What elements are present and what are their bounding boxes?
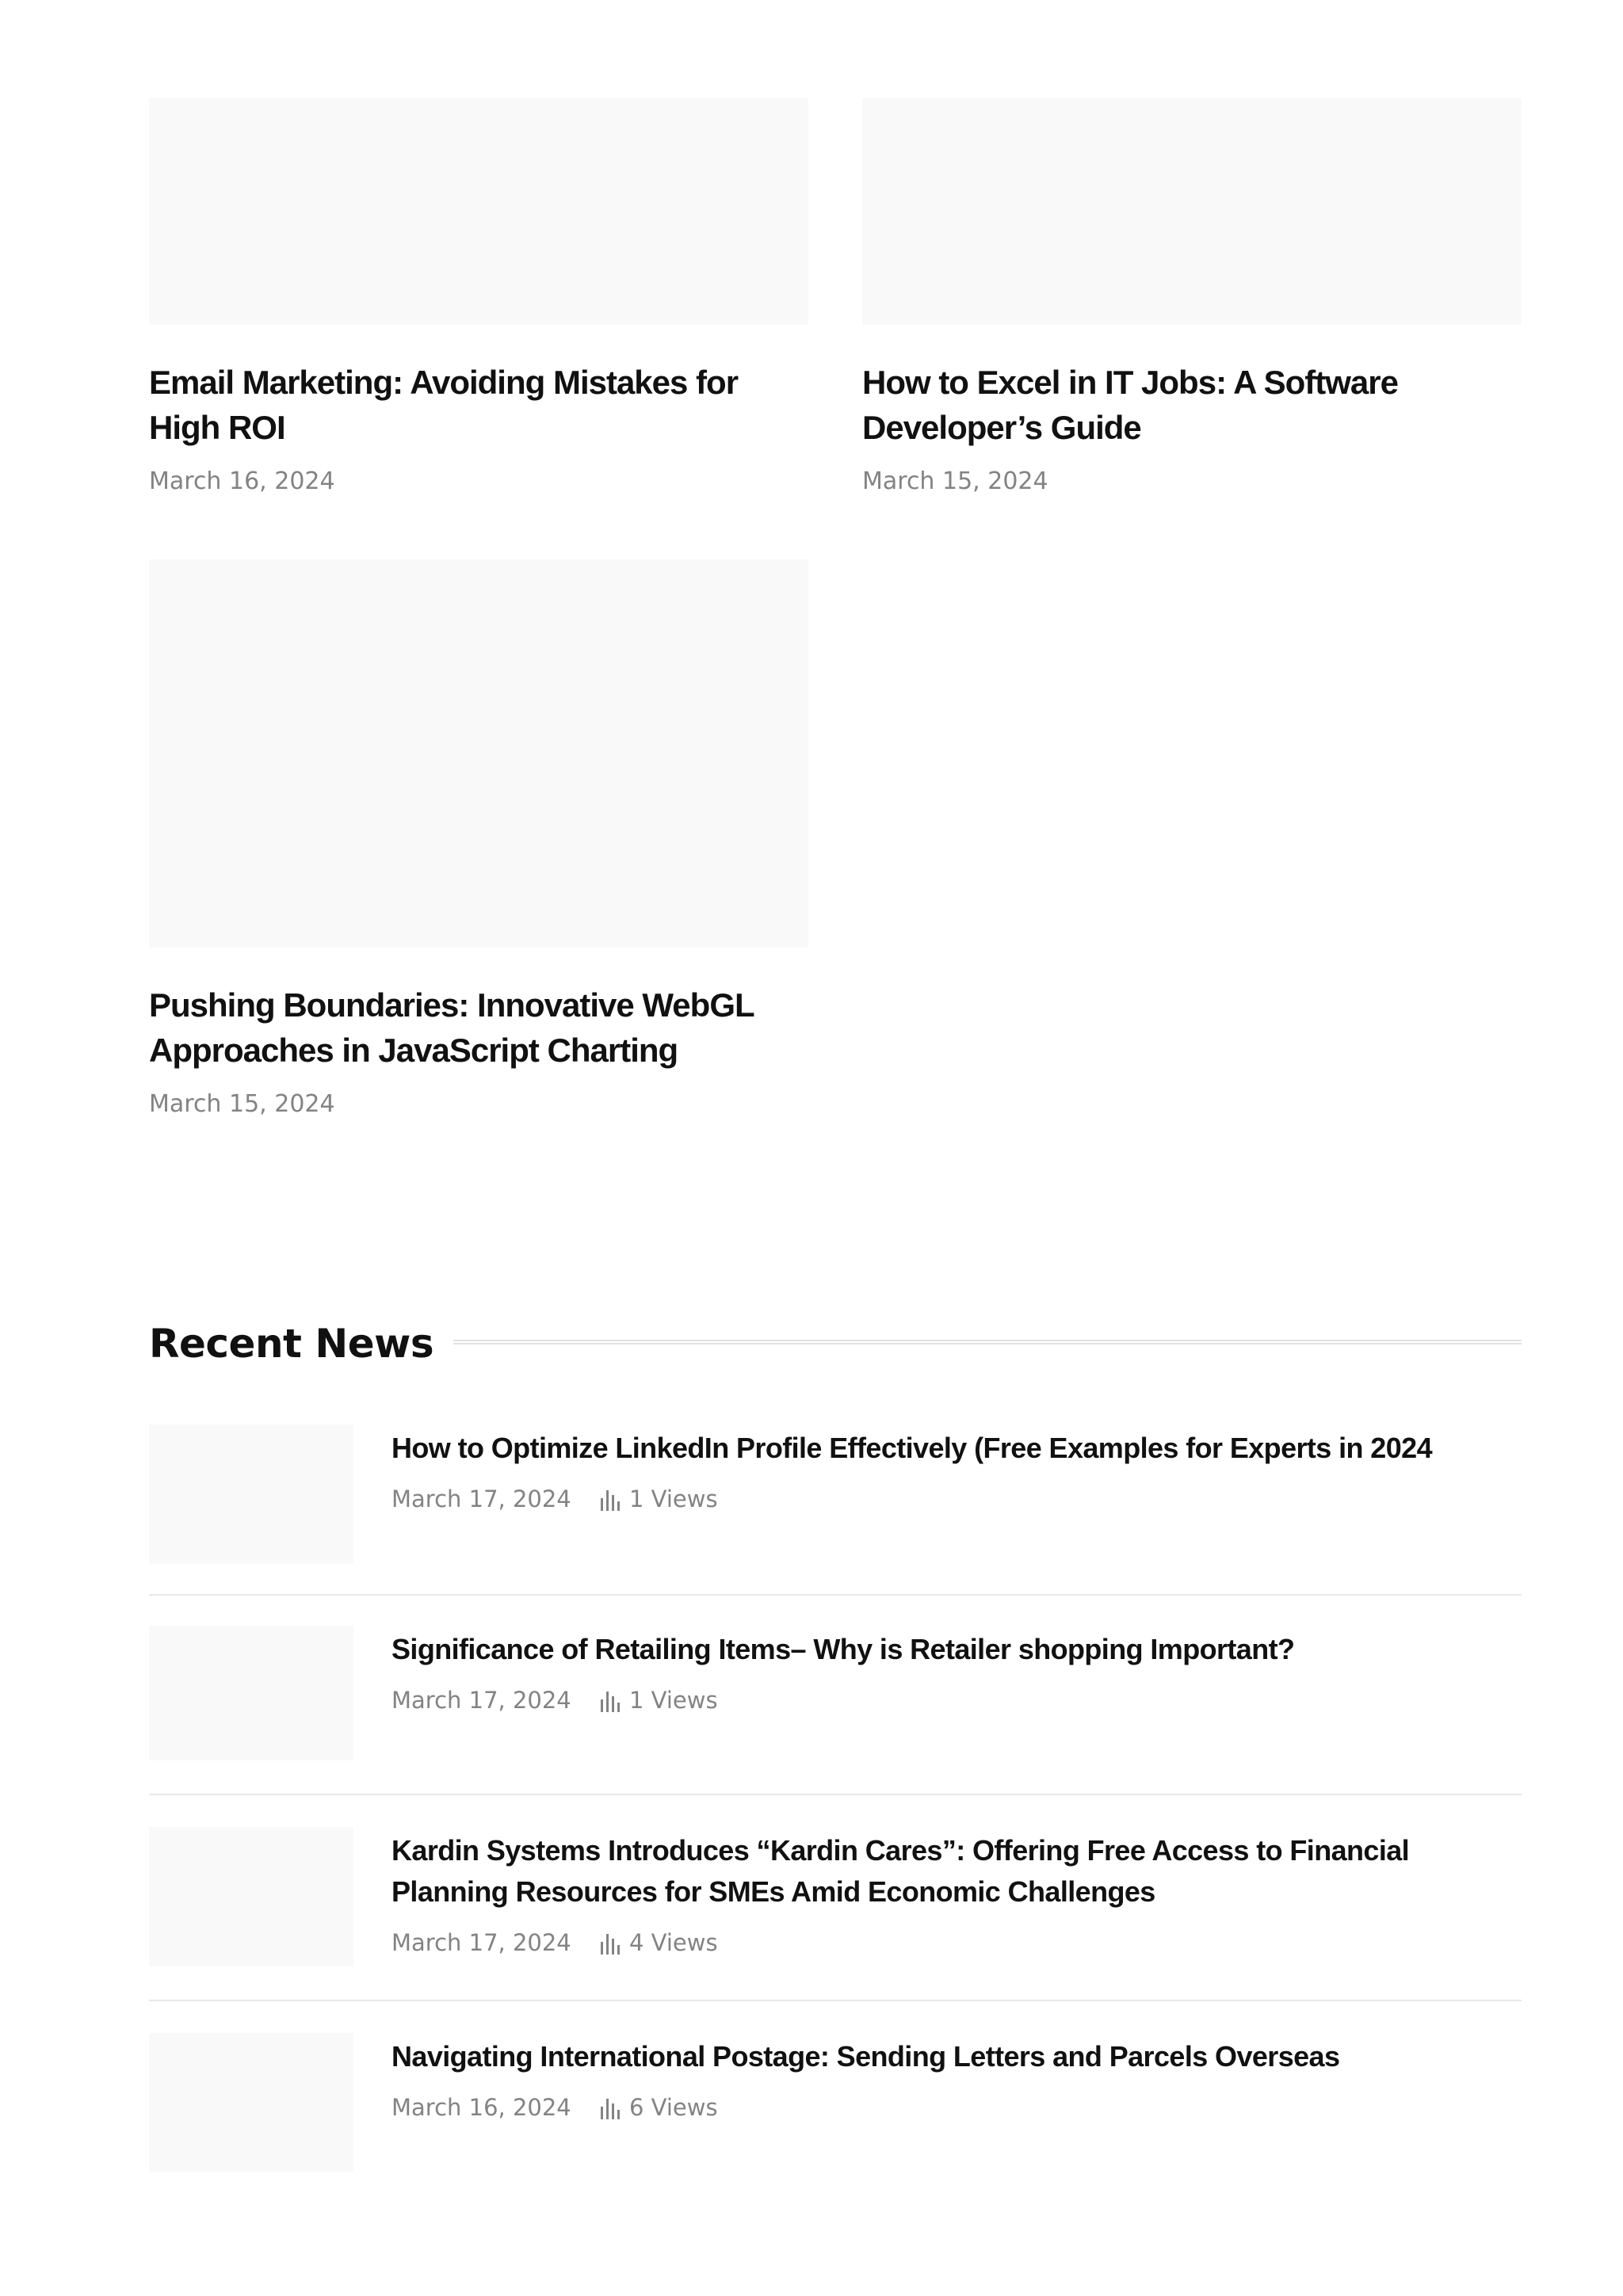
section-title: Recent News bbox=[149, 1321, 434, 1367]
bar-chart-icon bbox=[599, 1931, 621, 1955]
views-label: 1 Views bbox=[629, 1687, 718, 1714]
divider bbox=[149, 2000, 1522, 2001]
post-card[interactable] bbox=[149, 98, 808, 496]
views-count bbox=[599, 1687, 718, 1714]
post-thumbnail[interactable] bbox=[862, 98, 1522, 325]
post-date: March 16, 2024 bbox=[149, 467, 335, 495]
views-count bbox=[599, 1929, 718, 1956]
news-thumbnail[interactable] bbox=[149, 1626, 353, 1760]
news-thumbnail[interactable] bbox=[149, 1827, 353, 1966]
views-count bbox=[599, 2094, 718, 2121]
post-title[interactable]: Pushing Boundaries: Innovative WebGL Approaches in JavaScript Charting bbox=[149, 986, 754, 1069]
post-thumbnail[interactable] bbox=[149, 98, 808, 325]
divider bbox=[149, 1794, 1522, 1795]
post-thumbnail[interactable] bbox=[149, 559, 808, 948]
post-card[interactable] bbox=[862, 98, 1522, 496]
news-date: March 17, 2024 bbox=[391, 1929, 571, 1956]
views-label: 6 Views bbox=[629, 2094, 718, 2121]
post-title[interactable]: How to Excel in IT Jobs: A Software Developer’s Guide bbox=[862, 364, 1398, 446]
news-date: March 16, 2024 bbox=[391, 2094, 571, 2121]
divider bbox=[149, 1594, 1522, 1596]
news-item[interactable] bbox=[149, 1425, 1522, 1564]
news-item[interactable] bbox=[149, 1626, 1522, 1760]
news-date: March 17, 2024 bbox=[391, 1687, 571, 1714]
news-title[interactable]: Kardin Systems Introduces “Kardin Cares”: Offering Free Access to Financial Planning Resources for SMEs Amid Economic Challenges bbox=[391, 1834, 1410, 1908]
post-card[interactable] bbox=[149, 559, 808, 1119]
news-title[interactable]: How to Optimize LinkedIn Profile Effectively (Free Examples for Experts in 2024 bbox=[391, 1432, 1432, 1464]
news-item[interactable] bbox=[149, 2033, 1522, 2172]
views-label: 4 Views bbox=[629, 1929, 718, 1956]
news-date: March 17, 2024 bbox=[391, 1486, 571, 1512]
post-date: March 15, 2024 bbox=[862, 467, 1048, 495]
post-title[interactable]: Email Marketing: Avoiding Mistakes for High ROI bbox=[149, 364, 739, 446]
recent-news-header bbox=[149, 1315, 1522, 1372]
news-title[interactable]: Significance of Retailing Items– Why is Retailer shopping Important? bbox=[391, 1633, 1295, 1665]
views-label: 1 Views bbox=[629, 1486, 718, 1512]
bar-chart-icon bbox=[599, 1688, 621, 1712]
news-thumbnail[interactable] bbox=[149, 2033, 353, 2172]
post-date: March 15, 2024 bbox=[149, 1090, 335, 1118]
news-item[interactable] bbox=[149, 1827, 1522, 1966]
section-divider bbox=[453, 1340, 1522, 1344]
bar-chart-icon bbox=[599, 1487, 621, 1511]
news-thumbnail[interactable] bbox=[149, 1425, 353, 1564]
bar-chart-icon bbox=[599, 2096, 621, 2119]
views-count bbox=[599, 1486, 718, 1512]
news-title[interactable]: Navigating International Postage: Sending Letters and Parcels Overseas bbox=[391, 2040, 1340, 2073]
